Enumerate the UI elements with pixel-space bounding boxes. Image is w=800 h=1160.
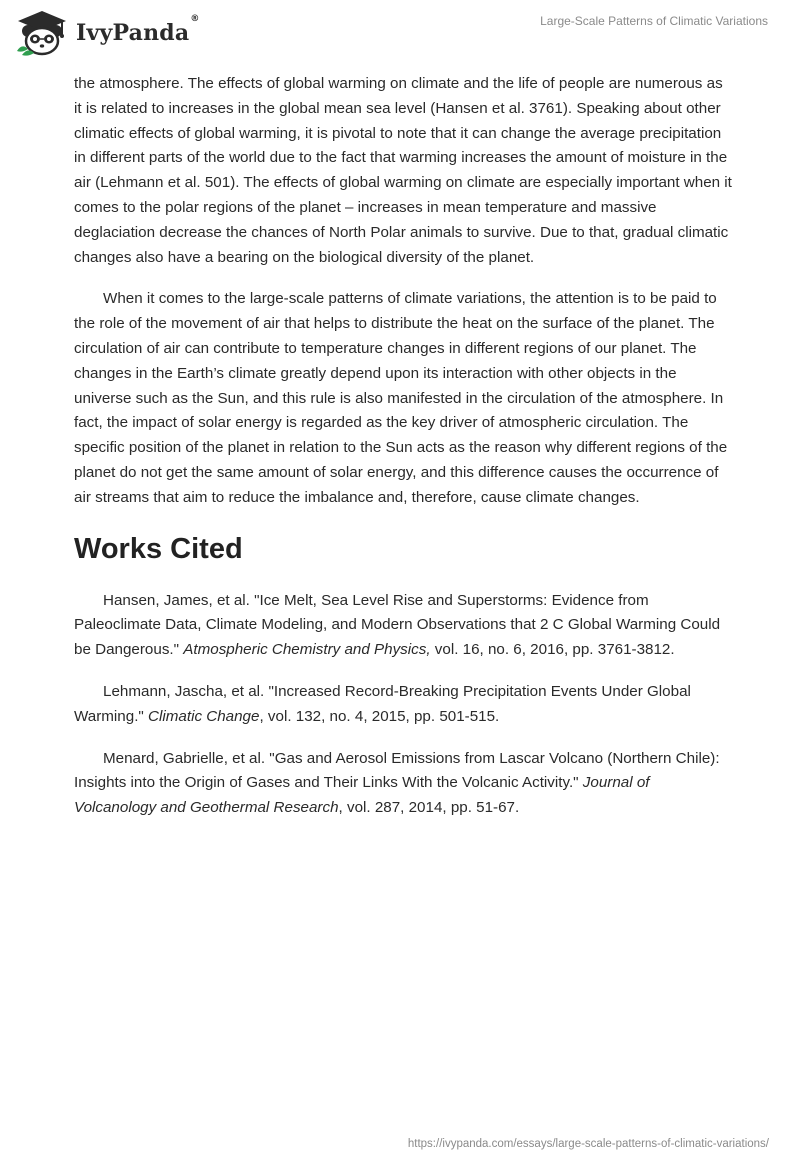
works-cited-heading: Works Cited — [74, 532, 243, 565]
essay-content — [74, 72, 734, 838]
body-paragraph: When it comes to the large-scale patterns of climate variations, the attention is to be paid to the role of the movement of air that helps to distribute the heat on the surface of the planet. The circulation of air can contribute to temperature changes in different regions of our planet. The changes in the Earth’s climate greatly depend upon its interaction with other objects in the universe such as the Sun, and this rule is also manifested in the circulation of the atmosphere. In fact, the impact of solar energy is regarded as the key driver of atmospheric circulation. The specific position of the planet in relation to the Sun acts as the reason why different regions of the planet do not get the same amount of solar energy, and this difference causes the occurrence of air streams that aim to reduce the imbalance and, therefore, cause climate changes. — [74, 290, 728, 506]
panda-graduate-icon — [14, 9, 70, 57]
citation-entry — [74, 680, 734, 730]
citation-text: Menard, Gabrielle, et al. "Gas and Aerosol Emissions from Lascar Volcano (Northern Chile): Insights into the Origin of Gases and Their Links With the Volcanic Activity." — [74, 749, 720, 792]
citation-details: , vol. 132, no. 4, 2015, pp. 501-515. — [259, 707, 500, 725]
citation-entry — [74, 589, 734, 663]
citation-journal: Journal of Volcanology and Geothermal Research — [74, 774, 650, 817]
document-title: Large-Scale Patterns of Climatic Variations — [540, 14, 768, 28]
citation-entry — [74, 747, 734, 821]
citation-details: vol. 16, no. 6, 2016, pp. 3761-3812. — [430, 641, 675, 659]
citation-details: , vol. 287, 2014, pp. 51-67. — [338, 799, 520, 817]
brand-name: IvyPanda® — [76, 14, 200, 46]
citation-text: Hansen, James, et al. "Ice Melt, Sea Level Rise and Superstorms: Evidence from Paleoclimate Data, Climate Modeling, and Modern Observations that 2 C Global Warming Could be Dangerous." — [74, 591, 721, 659]
citation-journal: Atmospheric Chemistry and Physics, — [183, 641, 431, 659]
citation-journal: Climatic Change — [148, 707, 260, 725]
source-url-link[interactable]: https://ivypanda.com/essays/large-scale-patterns-of-climatic-variations/ — [407, 1138, 769, 1150]
body-paragraph: the atmosphere. The effects of global warming on climate and the life of people are numerous as it is related to increases in the global mean sea level (Hansen et al. 3761). Speaking about other climatic effects of global warming, it is pivotal to note that it can change the average precipitation in different parts of the world due to the fact that warming increases the amount of moisture in the air (Lehmann et al. 501). The effects of global warming on climate are especially important when it comes to the polar regions of the planet – increases in mean temperature and massive deglaciation decrease the chances of North Polar animals to survive. Due to that, gradual climatic changes also have a bearing on the biological diversity of the planet. — [74, 75, 732, 266]
ivypanda-logo[interactable] — [14, 8, 200, 58]
citation-text: Lehmann, Jascha, et al. "Increased Record-Breaking Precipitation Events Under Global Warming." — [74, 682, 691, 725]
page-header — [0, 0, 800, 64]
